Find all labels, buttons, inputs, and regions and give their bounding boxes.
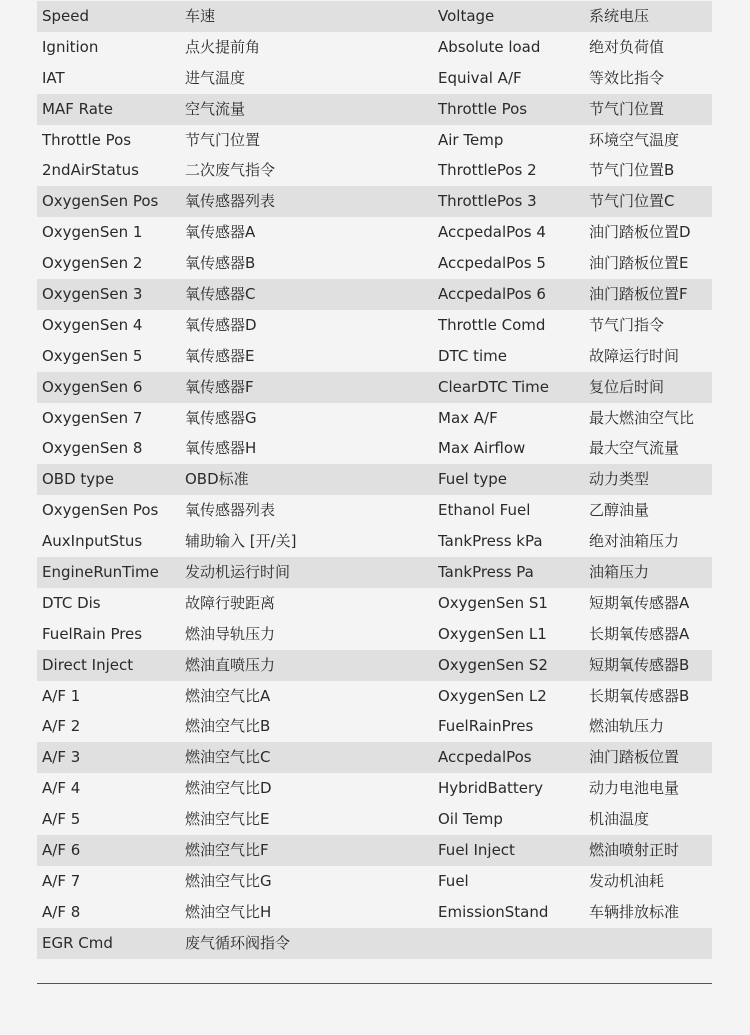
param-name-en: AccpedalPos 5 — [438, 254, 546, 273]
param-name-zh: 燃油直喷压力 — [185, 655, 276, 674]
param-name-zh: 燃油空气比G — [185, 871, 272, 890]
table-row — [37, 32, 712, 63]
param-name-zh: 氧传感器C — [185, 285, 256, 304]
table-row — [37, 557, 712, 588]
param-name-en: Max Airflow — [438, 439, 526, 458]
param-name-zh: 燃油空气比B — [185, 717, 271, 736]
param-name-en: A/F 6 — [42, 841, 81, 860]
param-name-zh: 氧传感器E — [185, 346, 255, 365]
param-name-en: OxygenSen Pos — [42, 501, 159, 520]
param-name-en: OxygenSen 2 — [42, 254, 143, 273]
table-row — [37, 866, 712, 897]
table-row — [37, 928, 712, 959]
param-name-zh: 二次废气指令 — [185, 161, 276, 180]
param-name-zh: 燃油喷射正时 — [589, 841, 680, 860]
param-name-zh: 绝对负荷值 — [589, 37, 665, 56]
param-name-zh: 废气循环阀指令 — [185, 933, 291, 952]
table-row — [37, 742, 712, 773]
param-name-zh: 节气门位置C — [589, 192, 675, 211]
table-row — [37, 619, 712, 650]
param-name-zh: 燃油空气比C — [185, 748, 271, 767]
param-name-zh: 油门踏板位置 — [589, 748, 680, 767]
param-name-zh: 最大空气流量 — [589, 439, 680, 458]
param-name-zh: 燃油空气比H — [185, 902, 272, 921]
param-name-zh: 动力电池电量 — [589, 779, 680, 798]
param-name-zh: 发动机油耗 — [589, 871, 665, 890]
param-name-en: Speed — [42, 7, 90, 25]
param-name-zh: 点火提前角 — [185, 37, 261, 56]
param-name-en: Air Temp — [438, 130, 504, 149]
param-name-en: TankPress Pa — [438, 563, 534, 582]
param-name-zh: 短期氧传感器A — [589, 593, 690, 612]
param-name-en: OxygenSen 6 — [42, 377, 143, 396]
param-name-en: A/F 1 — [42, 686, 81, 705]
param-name-en: ClearDTC Time — [438, 377, 550, 396]
table-row — [37, 773, 712, 804]
param-name-en: EGR Cmd — [42, 933, 113, 952]
param-name-zh: 动力类型 — [589, 470, 650, 489]
param-name-en: HybridBattery — [438, 779, 544, 798]
param-name-zh: 节气门位置 — [185, 130, 261, 149]
param-name-en: EngineRunTime — [42, 563, 159, 582]
table-row — [37, 372, 712, 403]
param-name-en: OxygenSen 8 — [42, 439, 143, 458]
param-name-zh: OBD标准 — [185, 470, 249, 489]
param-name-zh: 乙醇油量 — [589, 501, 650, 520]
table-row — [37, 433, 712, 464]
param-name-zh: 燃油空气比E — [185, 810, 270, 829]
param-name-zh: 氧传感器F — [185, 377, 254, 396]
param-name-en: Equival A/F — [438, 68, 522, 87]
param-name-zh: 辅助输入 [开/关] — [185, 532, 297, 551]
table-row — [37, 526, 712, 557]
table-row — [37, 588, 712, 619]
param-name-zh: 机油温度 — [589, 810, 650, 829]
param-name-en: FuelRain Pres — [42, 624, 143, 643]
param-name-zh: 故障运行时间 — [589, 346, 680, 365]
table-row — [37, 495, 712, 526]
table-row — [37, 186, 712, 217]
param-name-zh: 复位后时间 — [589, 377, 665, 396]
param-name-zh: 氧传感器列表 — [185, 501, 276, 520]
table-row — [37, 94, 712, 125]
param-name-en: EmissionStand — [438, 902, 549, 921]
param-name-zh: 等效比指令 — [589, 68, 665, 87]
param-name-zh: 长期氧传感器B — [589, 686, 690, 705]
param-name-zh: 绝对油箱压力 — [589, 532, 680, 551]
param-name-en: OxygenSen Pos — [42, 192, 159, 211]
param-name-zh: 环境空气温度 — [589, 130, 680, 149]
param-name-en: TankPress kPa — [438, 532, 543, 551]
param-name-en: OxygenSen 1 — [42, 223, 143, 242]
param-name-en: OxygenSen 3 — [42, 285, 143, 304]
table-row — [37, 650, 712, 681]
param-name-zh: 节气门位置 — [589, 99, 665, 118]
param-name-en: MAF Rate — [42, 99, 113, 118]
param-name-en: OxygenSen 5 — [42, 346, 143, 365]
param-name-en: Oil Temp — [438, 810, 503, 829]
table-row — [37, 341, 712, 372]
param-name-en: Fuel — [438, 871, 469, 890]
param-name-zh: 氧传感器H — [185, 439, 257, 458]
param-name-zh: 氧传感器列表 — [185, 192, 276, 211]
param-name-en: Throttle Pos — [42, 130, 132, 149]
param-name-en: DTC Dis — [42, 593, 101, 612]
param-name-en: A/F 8 — [42, 902, 81, 921]
param-name-en: OxygenSen 7 — [42, 408, 143, 427]
param-name-zh: 油门踏板位置E — [589, 254, 689, 273]
param-name-zh: 氧传感器A — [185, 223, 256, 242]
param-name-en: Voltage — [438, 7, 495, 25]
param-name-en: OxygenSen L1 — [438, 624, 547, 643]
param-name-zh: 燃油轨压力 — [589, 717, 665, 736]
param-name-zh: 发动机运行时间 — [185, 563, 291, 582]
param-name-zh: 油门踏板位置F — [589, 285, 688, 304]
param-name-en: OxygenSen S2 — [438, 655, 548, 674]
param-name-en: AccpedalPos — [438, 748, 532, 767]
table-row — [37, 835, 712, 866]
table-row — [37, 711, 712, 742]
table-row — [37, 464, 712, 495]
table-row — [37, 804, 712, 835]
param-name-en: A/F 5 — [42, 810, 81, 829]
param-name-en: Max A/F — [438, 408, 498, 427]
param-name-en: A/F 3 — [42, 748, 81, 767]
table-row — [37, 1, 712, 32]
param-name-zh: 节气门指令 — [589, 315, 665, 334]
table-row — [37, 897, 712, 928]
param-name-zh: 最大燃油空气比 — [589, 408, 695, 427]
param-name-zh: 燃油空气比F — [185, 841, 269, 860]
param-name-en: Direct Inject — [42, 655, 134, 674]
param-name-zh: 氧传感器D — [185, 315, 257, 334]
table-row — [37, 248, 712, 279]
param-name-en: AuxInputStus — [42, 532, 143, 551]
param-name-zh: 氧传感器B — [185, 254, 256, 273]
table-row — [37, 63, 712, 94]
param-name-en: Absolute load — [438, 37, 541, 56]
param-name-en: Ethanol Fuel — [438, 501, 531, 520]
param-name-en: OxygenSen 4 — [42, 315, 143, 334]
param-name-en: ThrottlePos 3 — [438, 192, 537, 211]
param-name-zh: 空气流量 — [185, 99, 246, 118]
table-row — [37, 279, 712, 310]
table-row — [37, 681, 712, 712]
param-name-en: DTC time — [438, 346, 507, 365]
param-name-en: OxygenSen L2 — [438, 686, 547, 705]
param-name-zh: 故障行驶距离 — [185, 593, 276, 612]
param-name-zh: 车辆排放标准 — [589, 902, 680, 921]
param-name-en: A/F 4 — [42, 779, 81, 798]
param-name-en: A/F 2 — [42, 717, 81, 736]
param-name-zh: 短期氧传感器B — [589, 655, 690, 674]
param-name-zh: 系统电压 — [589, 7, 650, 25]
param-name-zh: 长期氧传感器A — [589, 624, 690, 643]
param-name-zh: 氧传感器G — [185, 408, 257, 427]
param-name-zh: 燃油空气比A — [185, 686, 271, 705]
param-name-en: FuelRainPres — [438, 717, 534, 736]
param-name-zh: 车速 — [185, 7, 216, 25]
divider — [37, 983, 712, 984]
param-name-zh: 燃油空气比D — [185, 779, 272, 798]
param-name-zh: 节气门位置B — [589, 161, 675, 180]
param-name-zh: 燃油导轨压力 — [185, 624, 276, 643]
param-name-en: Fuel Inject — [438, 841, 515, 860]
table-row — [37, 125, 712, 156]
table-row — [37, 155, 712, 186]
param-name-en: OxygenSen S1 — [438, 593, 548, 612]
param-name-en: OBD type — [42, 470, 114, 489]
param-name-zh: 油门踏板位置D — [589, 223, 691, 242]
param-name-en: 2ndAirStatus — [42, 161, 139, 180]
param-name-en: Fuel type — [438, 470, 507, 489]
table-row — [37, 310, 712, 341]
param-name-en: Ignition — [42, 37, 99, 56]
table-row — [37, 217, 712, 248]
param-name-en: Throttle Pos — [438, 99, 528, 118]
param-name-zh: 进气温度 — [185, 68, 246, 87]
parameter-table — [37, 1, 712, 959]
table-row — [37, 403, 712, 434]
param-name-en: ThrottlePos 2 — [438, 161, 537, 180]
param-name-en: AccpedalPos 4 — [438, 223, 546, 242]
param-name-en: AccpedalPos 6 — [438, 285, 546, 304]
param-name-zh: 油箱压力 — [589, 563, 650, 582]
param-name-en: Throttle Comd — [438, 315, 546, 334]
param-name-en: IAT — [42, 68, 65, 87]
param-name-en: A/F 7 — [42, 871, 81, 890]
